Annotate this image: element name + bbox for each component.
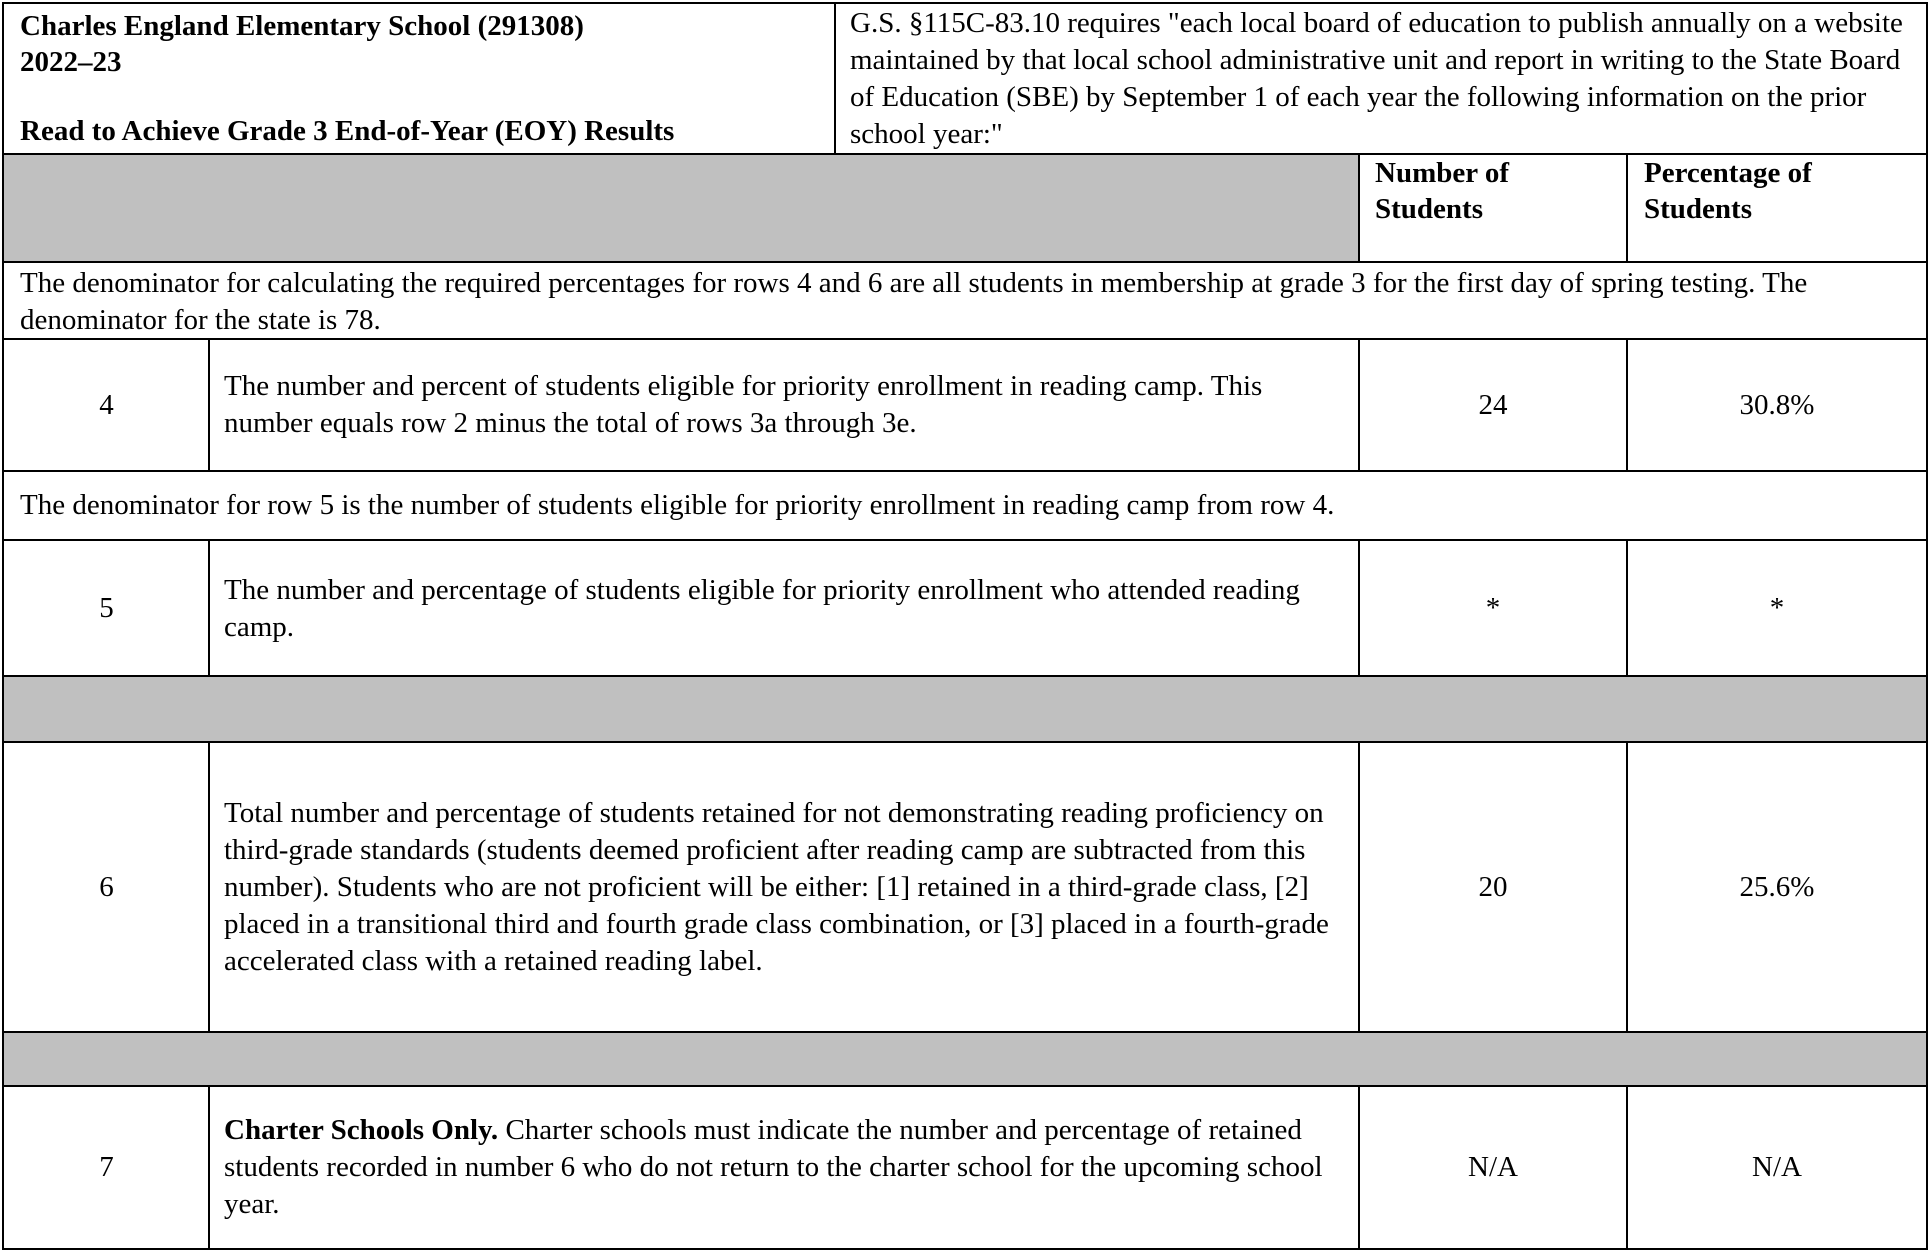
- percent-column-header-line-1: Percentage of: [1644, 157, 1812, 189]
- rule-row7-col2: [1358, 1085, 1360, 1250]
- rule-row4-col3: [1626, 338, 1628, 472]
- rule-below-row-5: [2, 675, 1928, 677]
- row-percentage-of-students: *: [1769, 592, 1785, 624]
- rule-row7-col3: [1626, 1085, 1628, 1250]
- number-column-header: [1375, 155, 1625, 227]
- rule-header-number-left: [1358, 153, 1360, 263]
- rule-row7-col1: [208, 1085, 210, 1250]
- table-border-left: [2, 2, 4, 1250]
- rule-row6-col1: [208, 741, 210, 1033]
- rule-below-row-6: [2, 1031, 1928, 1033]
- denominator-note-row-5-text: The denominator for row 5 is the number of students eligible for priority enrollment in reading camp from row 4.: [20, 488, 1335, 521]
- number-column-header-line-2: Students: [1375, 193, 1483, 225]
- row-number-of-students: N/A: [1468, 1151, 1518, 1183]
- rule-under-title: [2, 153, 1928, 155]
- row-number: 6: [99, 871, 114, 903]
- column-header-shade: [4, 155, 1359, 262]
- row-number: 7: [99, 1151, 114, 1183]
- number-column-header-line-1: Number of: [1375, 157, 1509, 189]
- rule-row5-col3: [1626, 539, 1628, 677]
- table-border-top: [2, 2, 1928, 4]
- rule-above-row-5: [2, 539, 1928, 541]
- rule-above-row-6: [2, 741, 1928, 743]
- row-description: [224, 1087, 1359, 1248]
- row-number: 5: [99, 592, 114, 624]
- percent-column-header-line-2: Students: [1644, 193, 1752, 225]
- rule-above-row-4: [2, 338, 1928, 340]
- denominator-note-rows-4-6: The denominator for calculating the required percentages for rows 4 and 6 are all students in membership at grade 3 for the first day of spring testing. The denominator for the state is 78.: [20, 267, 1808, 336]
- percent-column-header: [1644, 155, 1924, 227]
- report-title: Read to Achieve Grade 3 End-of-Year (EOY) Results: [20, 115, 675, 147]
- rule-above-row-7: [2, 1085, 1928, 1087]
- separator-shade-row-6-7: [4, 1033, 1927, 1086]
- row-number: 4: [99, 388, 114, 421]
- row-4-description-text: The number and percent of students eligible for priority enrollment in reading camp. This number equals row 2 minus the total of rows 3a through 3e.: [224, 370, 1263, 439]
- rule-row5-col2: [1358, 539, 1360, 677]
- row-7-description: [224, 1112, 1359, 1223]
- denominator-note-row-5: [20, 472, 1915, 538]
- row-description: [224, 541, 1354, 676]
- rule-row4-col1: [208, 338, 210, 472]
- school-name: Charles England Elementary School (291308): [20, 10, 584, 42]
- row-percentage-of-students: 25.6%: [1739, 871, 1815, 903]
- row-number-of-students: 24: [1478, 388, 1508, 421]
- rule-row6-col2: [1358, 741, 1360, 1033]
- separator-shade-row-5-6: [4, 677, 1927, 742]
- row-percentage-of-students: N/A: [1752, 1151, 1802, 1183]
- rule-below-row-4: [2, 470, 1928, 472]
- rule-title-divider: [834, 2, 836, 155]
- row-7-description-text: Charter schools must indicate the number and percentage of retained students recorded in number 6 who do not return to the charter school for the upcoming school year.: [224, 1114, 1323, 1220]
- statute-text: G.S. §115C-83.10 requires "each local board of education to publish annually on a website maintained by that local school administrative unit and report in writing to the State Board of Education (SBE) by September 1 of each year the following information on the prior school year:": [850, 7, 1903, 150]
- charter-schools-only-label: Charter Schools Only.: [224, 1114, 499, 1146]
- row-5-description-text: The number and percentage of students eligible for priority enrollment who attended reading camp.: [224, 573, 1300, 643]
- rule-row5-col1: [208, 539, 210, 677]
- row-number-of-students: 20: [1478, 871, 1508, 903]
- table-border-right: [1926, 2, 1928, 1250]
- rule-under-column-headers: [2, 261, 1928, 263]
- rule-row4-col2: [1358, 338, 1360, 472]
- rule-header-percent-left: [1626, 153, 1628, 263]
- rule-row6-col3: [1626, 741, 1628, 1033]
- row-description: [224, 340, 1354, 470]
- row-percentage-of-students: 30.8%: [1739, 388, 1815, 421]
- row-description: [224, 743, 1354, 1032]
- school-year: 2022–23: [20, 46, 122, 78]
- row-6-description-text: Total number and percentage of students retained for not demonstrating reading proficiency on third-grade standards (students deemed proficient after reading camp are subtracted from this number). Students who are not proficient will be either: [1] retained in a third-grade class, [2] placed in a transitional third and fourth grade class combination, or [3] placed in a fourth-grade accelerated class with a retained reading label.: [224, 797, 1329, 977]
- row-number-of-students: *: [1485, 592, 1501, 624]
